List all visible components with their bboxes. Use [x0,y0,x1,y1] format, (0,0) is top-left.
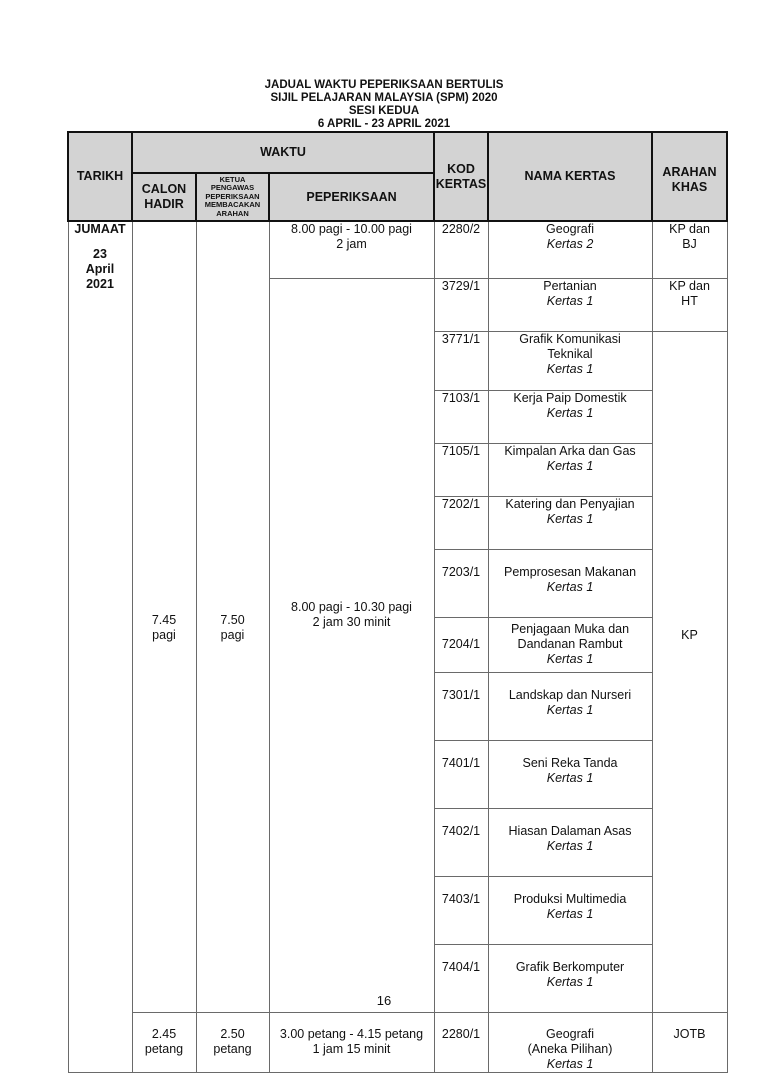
date-cell [68,221,132,1072]
session-time: 8.00 pagi - 10.00 pagi 2 jam [269,221,434,278]
special-instruction: KP dan HT [652,278,727,331]
paper-name: Pertanian Kertas 1 [488,278,652,331]
paper-code: 2280/1 [434,1012,488,1072]
title-line-3: SESI KEDUA [348,105,420,117]
special-instruction: KP dan BJ [652,221,727,278]
header-kod-kertas: KOD KERTAS [434,132,488,221]
special-instruction: JOTB [652,1012,727,1072]
header-calon-hadir: CALON HADIR [132,173,196,221]
paper-name: Kerja Paip Domestik Kertas 1 [488,390,652,443]
paper-code: 2280/2 [434,221,488,278]
paper-code: 7204/1 [434,617,488,672]
header-nama-kertas: NAMA KERTAS [488,132,652,221]
paper-code: 7402/1 [434,808,488,876]
date-year: 2021 [86,277,114,291]
paper-name: Kimpalan Arka dan Gas Kertas 1 [488,443,652,496]
paper-name: Hiasan Dalaman Asas Kertas 1 [488,808,652,876]
date-day: JUMAAT [74,222,126,236]
header-waktu: WAKTU [132,132,434,173]
header-arahan-khas: ARAHAN KHAS [652,132,727,221]
paper-name: Katering dan Penyajian Kertas 1 [488,496,652,549]
paper-name: Grafik Berkomputer Kertas 1 [488,944,652,1012]
paper-name: Produksi Multimedia Kertas 1 [488,876,652,944]
afternoon-ketua-pengawas: 2.50 petang [196,1012,269,1072]
session-time: 8.00 pagi - 10.30 pagi 2 jam 30 minit [269,278,434,1012]
paper-code: 7301/1 [434,672,488,740]
special-instruction-shared: KP [652,331,727,1012]
paper-name: Grafik Komunikasi Teknikal Kertas 1 [488,331,652,390]
paper-code: 7203/1 [434,549,488,617]
exam-schedule-table [67,131,728,1073]
paper-code: 7105/1 [434,443,488,496]
paper-code: 7404/1 [434,944,488,1012]
paper-name: Geografi Kertas 2 [488,221,652,278]
paper-code: 7202/1 [434,496,488,549]
paper-name: Landskap dan Nurseri Kertas 1 [488,672,652,740]
title-line-4: 6 APRIL - 23 APRIL 2021 [317,118,451,130]
session-time: 3.00 petang - 4.15 petang 1 jam 15 minit [269,1012,434,1072]
morning-ketua-pengawas: 7.50 pagi [196,221,269,1012]
header-ketua-pengawas: KETUA PENGAWAS PEPERIKSAAN MEMBACAKAN ARAHAN [196,173,269,221]
paper-code: 7401/1 [434,740,488,808]
header-peperiksaan: PEPERIKSAAN [269,173,434,221]
document-title [0,79,768,131]
paper-code: 3729/1 [434,278,488,331]
paper-name: Penjagaan Muka dan Dandanan Rambut Kertas 1 [488,617,652,672]
afternoon-calon-hadir: 2.45 petang [132,1012,196,1072]
header-tarikh: TARIKH [68,132,132,221]
date-month: April [85,262,115,276]
title-line-1: JADUAL WAKTU PEPERIKSAAN BERTULIS [264,79,504,91]
page-number: 16 [376,993,392,1008]
date-number: 23 [93,247,107,261]
paper-name: Seni Reka Tanda Kertas 1 [488,740,652,808]
paper-name: Pemprosesan Makanan Kertas 1 [488,549,652,617]
paper-code: 7403/1 [434,876,488,944]
paper-name: Geografi (Aneka Pilihan) Kertas 1 [488,1012,652,1072]
paper-code: 3771/1 [434,331,488,390]
paper-code: 7103/1 [434,390,488,443]
morning-calon-hadir: 7.45 pagi [132,221,196,1012]
title-line-2: SIJIL PELAJARAN MALAYSIA (SPM) 2020 [270,92,498,104]
